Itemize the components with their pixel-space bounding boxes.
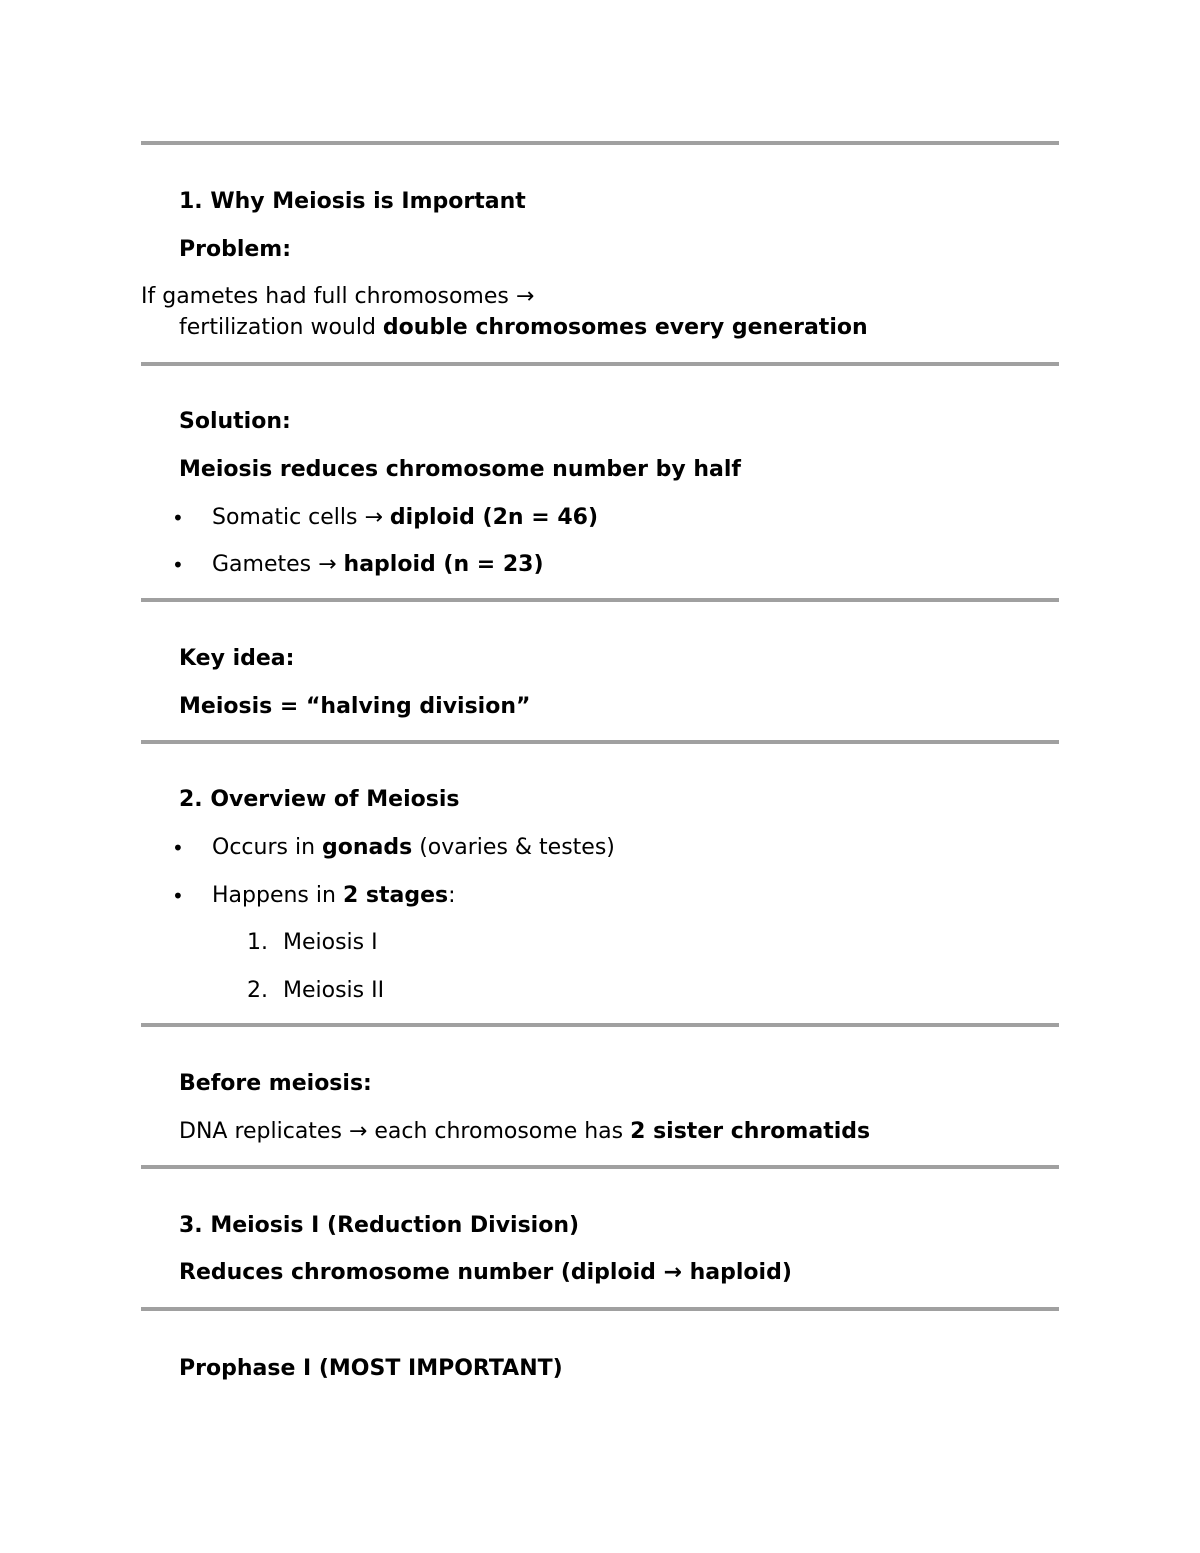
problem-text-line1: If gametes had full chromosomes → — [141, 284, 535, 309]
list-item-suffix: (ovaries & testes) — [412, 835, 615, 860]
key-idea-statement: Meiosis = “halving division” — [179, 694, 531, 719]
section-heading-1: 1. Why Meiosis is Important — [179, 189, 526, 214]
horizontal-rule — [141, 141, 1059, 145]
list-item-emphasis: gonads — [322, 835, 413, 860]
list-item — [212, 503, 598, 533]
horizontal-rule — [141, 598, 1059, 602]
before-meiosis-prefix: DNA replicates → each chromosome has — [179, 1119, 631, 1144]
list-item — [212, 881, 456, 911]
meiosis-i-statement: Reduces chromosome number (diploid → haploid) — [179, 1260, 792, 1285]
horizontal-rule — [141, 362, 1059, 366]
solution-label: Solution: — [179, 409, 291, 434]
before-meiosis-emphasis: 2 sister chromatids — [630, 1119, 871, 1144]
list-item — [212, 550, 544, 580]
bullet-glyph: • — [172, 884, 184, 908]
bullet-glyph: • — [172, 553, 184, 577]
prophase-heading: Prophase I (MOST IMPORTANT) — [179, 1356, 563, 1381]
numbered-item-label: Meiosis I — [283, 930, 378, 955]
section-heading-2: 2. Overview of Meiosis — [179, 787, 460, 812]
numbered-item-number: 1. — [247, 930, 268, 955]
key-idea-label: Key idea: — [179, 646, 295, 671]
horizontal-rule — [141, 1165, 1059, 1169]
problem-text-line2 — [179, 313, 868, 343]
before-meiosis-text — [179, 1117, 870, 1147]
horizontal-rule — [141, 1307, 1059, 1311]
horizontal-rule — [141, 740, 1059, 744]
numbered-item-label: Meiosis II — [283, 978, 385, 1003]
problem-text-emphasis: double chromosomes every generation — [382, 315, 868, 340]
bullet-glyph: • — [172, 506, 184, 530]
list-item-prefix: Happens in — [212, 883, 343, 908]
horizontal-rule — [141, 1023, 1059, 1027]
before-meiosis-label: Before meiosis: — [179, 1071, 372, 1096]
section-heading-3: 3. Meiosis I (Reduction Division) — [179, 1213, 580, 1238]
list-item-suffix: : — [448, 883, 456, 908]
list-item-prefix: Somatic cells → — [212, 505, 390, 530]
solution-statement: Meiosis reduces chromosome number by half — [179, 457, 741, 482]
problem-text-prefix: fertilization would — [179, 315, 383, 340]
list-item-emphasis: haploid (n = 23) — [343, 552, 544, 577]
list-item-prefix: Occurs in — [212, 835, 322, 860]
list-item-emphasis: 2 stages — [342, 883, 449, 908]
problem-label: Problem: — [179, 237, 292, 262]
numbered-item-number: 2. — [247, 978, 268, 1003]
list-item — [212, 833, 615, 863]
bullet-glyph: • — [172, 836, 184, 860]
list-item-emphasis: diploid (2n = 46) — [389, 505, 598, 530]
list-item-prefix: Gametes → — [212, 552, 344, 577]
